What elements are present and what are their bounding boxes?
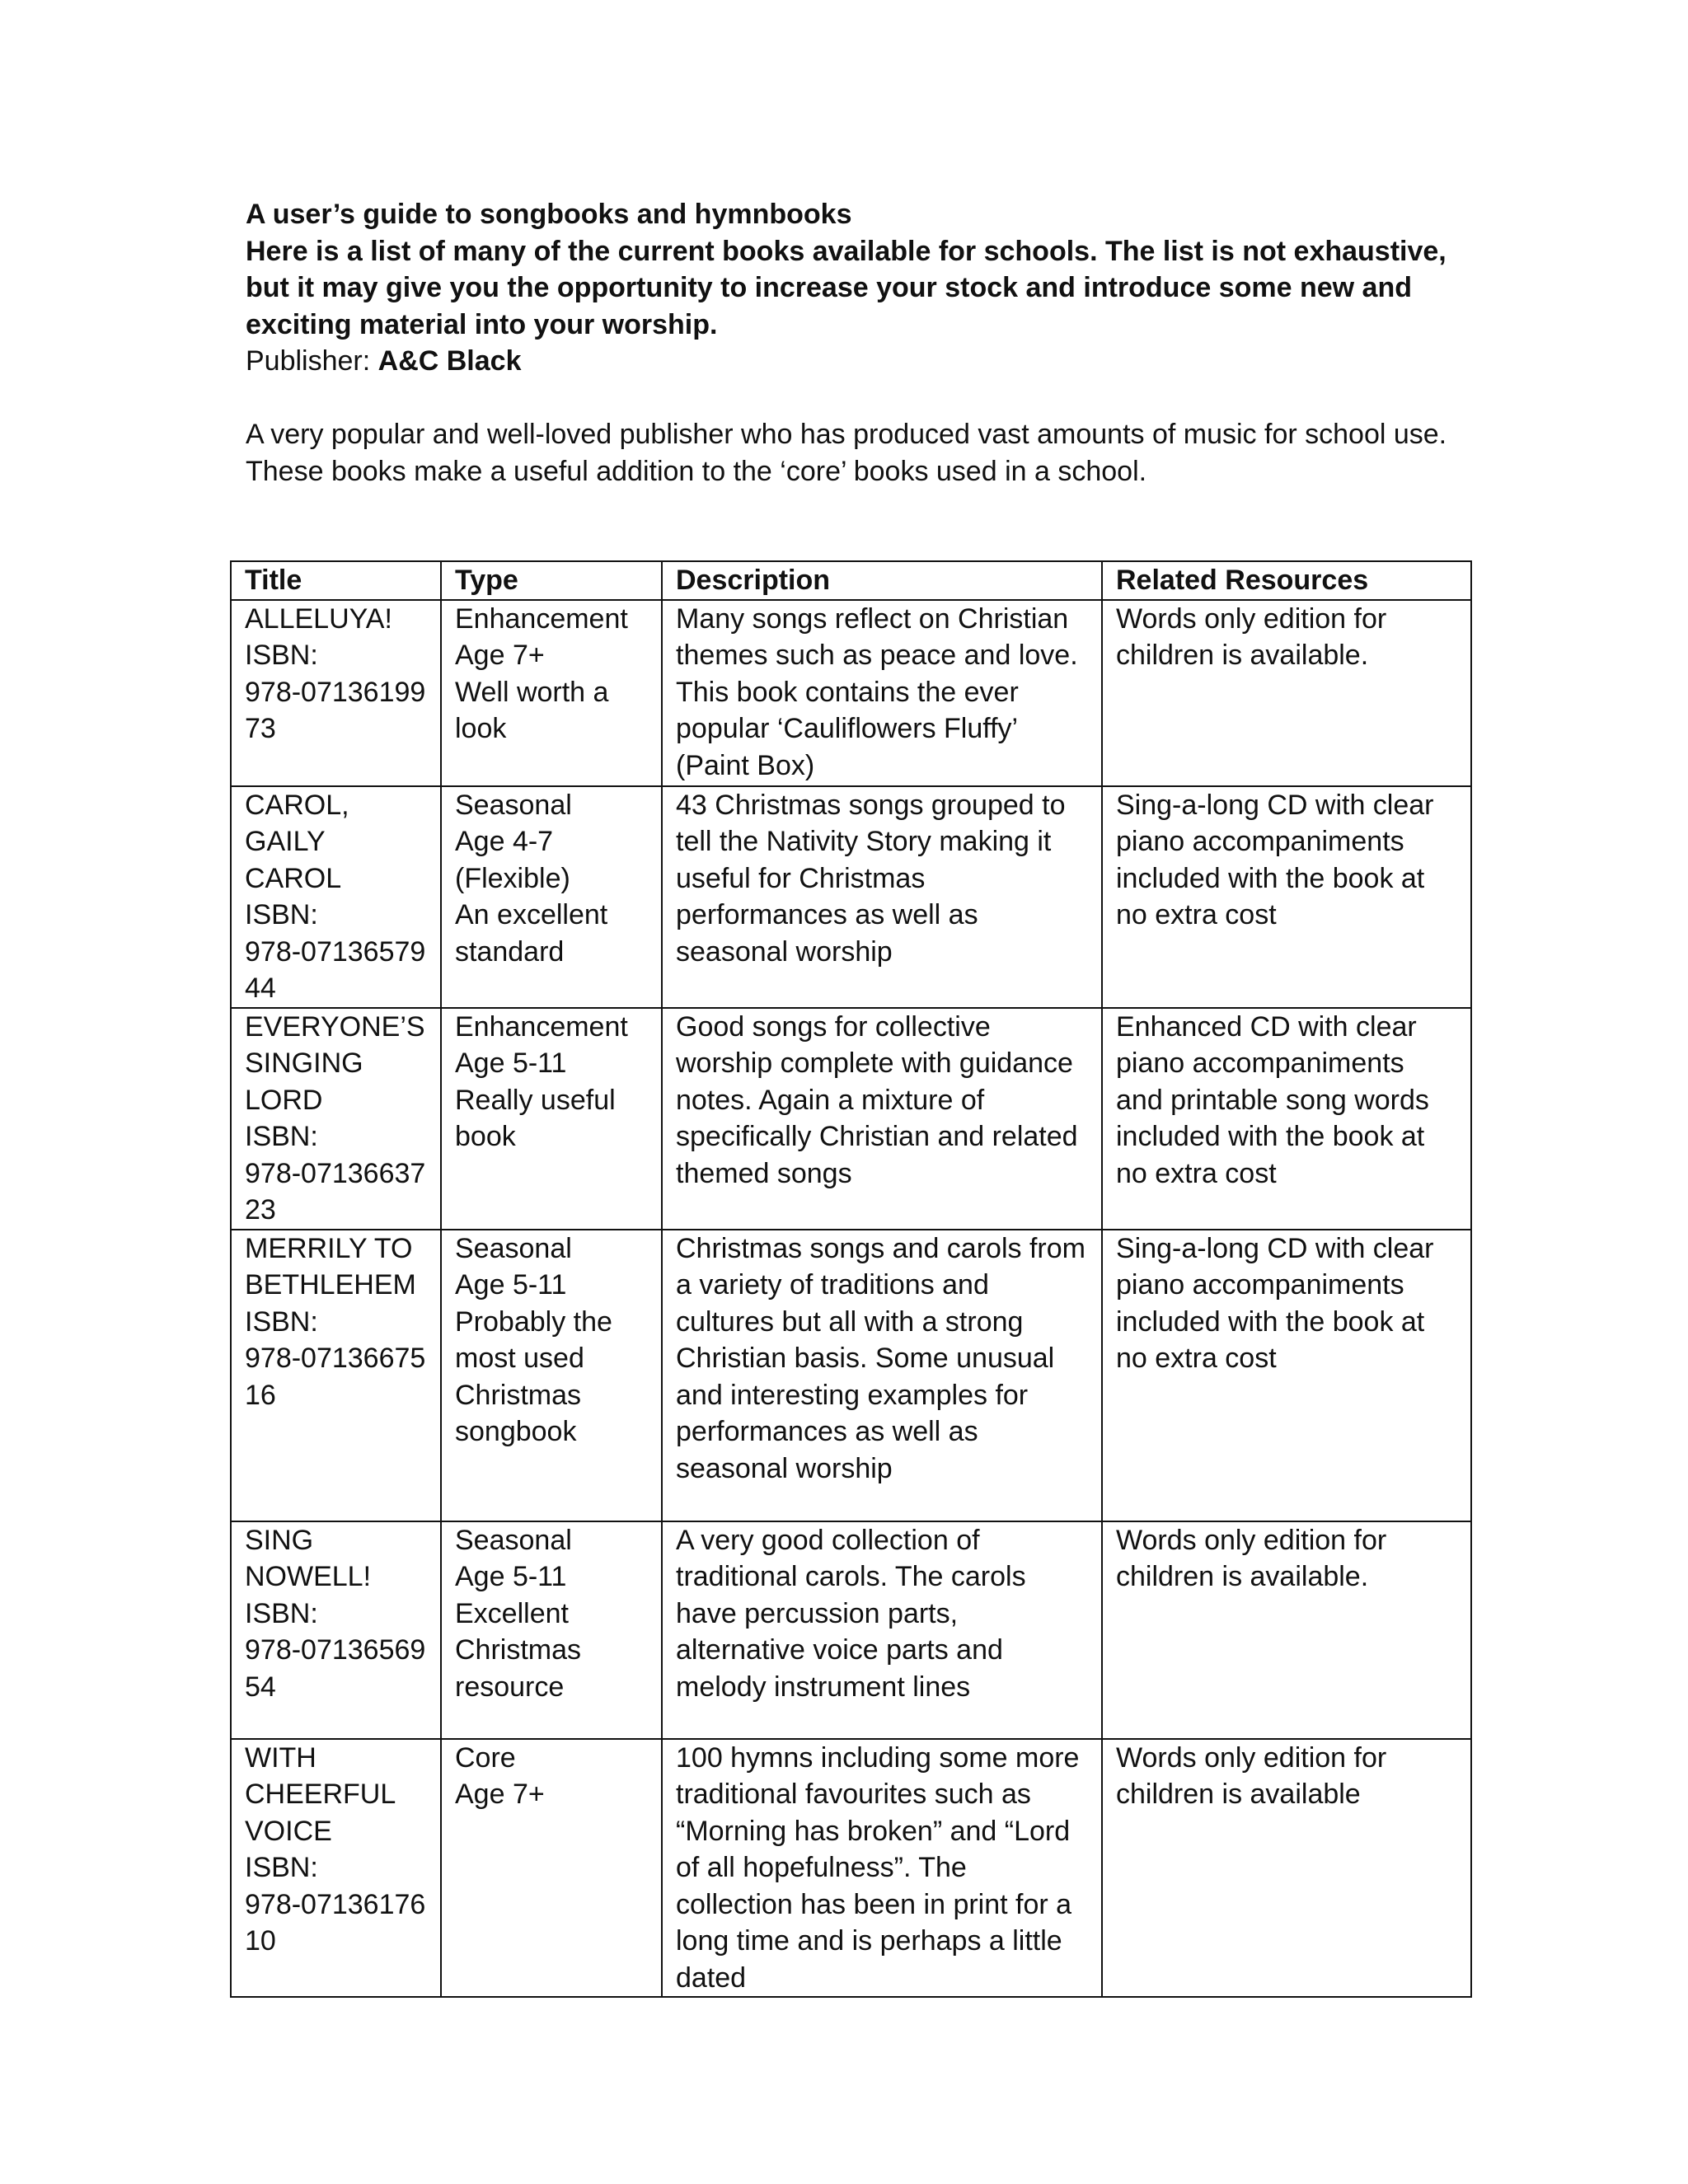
title-line: 23	[245, 1194, 276, 1226]
type-line: Seasonal	[455, 1232, 572, 1264]
type-line: Excellent	[455, 1597, 569, 1629]
type-line: Age 4-7	[455, 826, 554, 857]
title-cell	[231, 1008, 441, 1230]
resources-cell: Sing-a-long CD with clear piano accompaniments included with the book at no extra cost	[1102, 1230, 1471, 1521]
type-line: look	[455, 713, 507, 744]
type-line: Age 7+	[455, 1779, 545, 1810]
title-line: ALLELUYA!	[245, 602, 392, 635]
title-line: ISBN:	[245, 899, 318, 930]
title-line: CAROL	[245, 862, 342, 894]
publisher-line	[246, 343, 1465, 380]
title-line: SING	[245, 1524, 314, 1556]
type-line: Well worth a	[455, 676, 609, 708]
type-line: Age 5-11	[455, 1047, 567, 1079]
intro-block	[246, 196, 1465, 380]
type-line: Christmas	[455, 1634, 582, 1666]
description-cell: Christmas songs and carols from a variety of traditions and cultures but all with a strong Christian basis. Some unusual and interesting examples for performances as well as seasonal worship	[662, 1230, 1102, 1521]
title-line: ISBN:	[245, 1121, 318, 1152]
songbook-table	[230, 560, 1472, 1998]
document-title: A user’s guide to songbooks and hymnbooks	[246, 199, 852, 230]
table-header-row	[231, 561, 1471, 600]
resources-cell: Enhanced CD with clear piano accompaniments and printable song words included with the book at no extra cost	[1102, 1008, 1471, 1230]
resources-cell: Sing-a-long CD with clear piano accompaniments included with the book at no extra cost	[1102, 786, 1471, 1008]
column-header-title: Title	[231, 561, 441, 600]
type-line: Age 7+	[455, 640, 545, 671]
type-line: Seasonal	[455, 789, 572, 821]
title-line: 16	[245, 1379, 276, 1411]
title-line: 73	[245, 713, 276, 744]
resources-cell: Words only edition for children is available.	[1102, 1521, 1471, 1739]
type-line: Enhancement	[455, 1010, 628, 1043]
description-cell: 43 Christmas songs grouped to tell the Nativity Story making it useful for Christmas performances as well as seasonal worship	[662, 786, 1102, 1008]
table-row	[231, 1230, 1471, 1521]
type-line: Probably the	[455, 1305, 612, 1338]
title-line: 978-07136569	[245, 1634, 426, 1666]
type-line: most used	[455, 1343, 584, 1374]
table-row	[231, 600, 1471, 786]
title-line: 978-07136176	[245, 1888, 426, 1920]
table-row	[231, 786, 1471, 1008]
publisher-description: A very popular and well-loved publisher who has produced vast amounts of music for school use. These books make a useful addition to the ‘core’ books used in a school.	[246, 419, 1447, 487]
type-cell	[441, 1230, 662, 1521]
title-line: 54	[245, 1671, 276, 1703]
type-cell	[441, 1739, 662, 1998]
type-line: standard	[455, 935, 565, 968]
type-line: Christmas	[455, 1379, 582, 1411]
type-cell	[441, 1008, 662, 1230]
type-line: Really useful	[455, 1084, 616, 1116]
type-line: Core	[455, 1741, 516, 1774]
column-header-type: Type	[441, 561, 662, 600]
table-row	[231, 1739, 1471, 1998]
title-line: ISBN:	[245, 640, 318, 671]
title-line: CAROL, GAILY	[245, 789, 349, 857]
title-line: NOWELL!	[245, 1561, 372, 1592]
title-line: 978-07136199	[245, 676, 426, 708]
title-cell	[231, 600, 441, 786]
column-header-description: Description	[662, 561, 1102, 600]
title-line: VOICE	[245, 1815, 332, 1847]
publisher-name: A&C Black	[377, 345, 522, 377]
title-line: ISBN:	[245, 1305, 318, 1338]
title-line: ISBN:	[245, 1597, 318, 1629]
type-line: Seasonal	[455, 1524, 572, 1556]
type-line: Age 5-11	[455, 1561, 567, 1592]
description-cell: Good songs for collective worship complete with guidance notes. Again a mixture of specifically Christian and related themed songs	[662, 1008, 1102, 1230]
title-line: 44	[245, 972, 276, 1004]
resources-cell: Words only edition for children is available.	[1102, 600, 1471, 786]
title-cell	[231, 1230, 441, 1521]
table-row	[231, 1521, 1471, 1739]
title-line: SINGING LORD	[245, 1047, 363, 1116]
type-line: Age 5-11	[455, 1269, 567, 1301]
title-cell	[231, 1521, 441, 1739]
title-line: EVERYONE’S	[245, 1010, 425, 1043]
title-cell	[231, 1739, 441, 1998]
publisher-label: Publisher:	[246, 345, 378, 377]
type-line: songbook	[455, 1416, 577, 1447]
type-line: Enhancement	[455, 602, 628, 635]
type-line: book	[455, 1121, 516, 1152]
title-line: MERRILY TO	[245, 1232, 413, 1264]
description-cell: 100 hymns including some more traditional favourites such as “Morning has broken” and “Lord of all hopefulness”. The collection has been in print for a long time and is perhaps a little dated	[662, 1739, 1102, 1998]
description-cell: Many songs reflect on Christian themes such as peace and love. This book contains the ever popular ‘Cauliflowers Fluffy’ (Paint Box)	[662, 600, 1102, 786]
description-cell: A very good collection of traditional carols. The carols have percussion parts, alternative voice parts and melody instrument lines	[662, 1521, 1102, 1739]
type-cell	[441, 600, 662, 786]
column-header-related-resources: Related Resources	[1102, 561, 1471, 600]
title-line: 978-07136675	[245, 1343, 426, 1374]
type-line: An excellent	[455, 899, 608, 930]
title-line: 978-07136579	[245, 935, 426, 968]
title-line: WITH	[245, 1741, 316, 1774]
title-line: 978-07136637	[245, 1157, 426, 1189]
resources-cell: Words only edition for children is available	[1102, 1739, 1471, 1998]
intro-paragraph: Here is a list of many of the current books available for schools. The list is not exhaustive, but it may give you the opportunity to increase your stock and introduce some new and exciting material into your worship.	[246, 235, 1447, 340]
type-cell	[441, 1521, 662, 1739]
title-line: ISBN:	[245, 1852, 318, 1883]
title-cell	[231, 786, 441, 1008]
title-line: BETHLEHEM	[245, 1269, 416, 1301]
type-cell	[441, 786, 662, 1008]
title-line: CHEERFUL	[245, 1779, 396, 1810]
title-line: 10	[245, 1925, 276, 1957]
table-row	[231, 1008, 1471, 1230]
type-line: (Flexible)	[455, 862, 570, 894]
type-line: resource	[455, 1671, 565, 1703]
